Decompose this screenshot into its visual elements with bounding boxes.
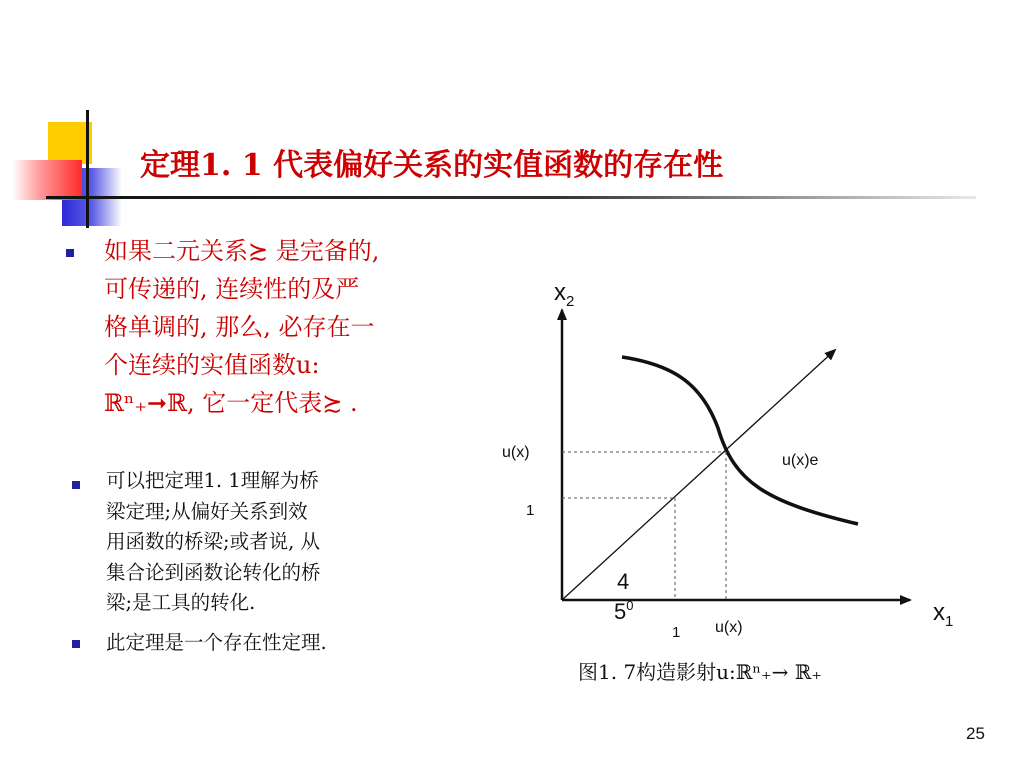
bullet-marker (66, 249, 74, 257)
x-mark-one: 1 (672, 624, 681, 641)
title-underline (46, 196, 976, 199)
figure-caption: 图1. 7构造影射u:ℝⁿ₊→ ℝ₊ (578, 660, 822, 684)
curve-label: u(x)e (782, 452, 819, 469)
bullet-marker (72, 481, 80, 489)
y-mark-ux: u(x) (502, 444, 530, 461)
explanation-line: 梁定理;从偏好关系到效 (106, 499, 308, 523)
note-line: 此定理是一个存在性定理. (106, 631, 327, 654)
theorem-line: 格单调的, 那么, 必存在一 (104, 313, 375, 341)
diagonal-ray (562, 350, 835, 600)
theorem-line: 可传递的, 连续性的及严 (104, 275, 360, 303)
x-mark-ux: u(x) (715, 619, 743, 636)
decor-vertical-rule (86, 110, 89, 228)
explanation-line: 集合论到函数论转化的桥 (106, 560, 321, 584)
angle-label-top: 4 (617, 569, 630, 594)
theorem-statement (104, 232, 504, 422)
theorem-line: ℝⁿ₊➞ℝ, 它一定代表≿ . (104, 389, 358, 417)
theorem-line: 如果二元关系≿ 是完备的, (104, 237, 380, 265)
slide-title: 定理1. 1 代表偏好关系的实值函数的存在性 (140, 148, 724, 183)
explanation-line: 可以把定理1. 1理解为桥 (106, 469, 319, 492)
bullet-marker (72, 640, 80, 648)
decor-red-square (12, 160, 82, 200)
explanation-line: 梁;是工具的转化. (106, 591, 256, 614)
y-mark-one: 1 (526, 502, 535, 519)
bridge-explanation (106, 466, 436, 619)
indifference-curve (622, 357, 858, 524)
existence-note (106, 628, 466, 658)
page-number: 25 (966, 724, 985, 743)
theorem-line: 个连续的实值函数u: (104, 351, 320, 379)
utility-mapping-diagram (490, 270, 980, 650)
angle-label-bottom: $5^0$ (614, 598, 634, 624)
x-axis-label: $x_1$ (933, 599, 954, 630)
y-axis-label: $x_2$ (554, 279, 575, 310)
explanation-line: 用函数的桥梁;或者说, 从 (106, 530, 320, 553)
